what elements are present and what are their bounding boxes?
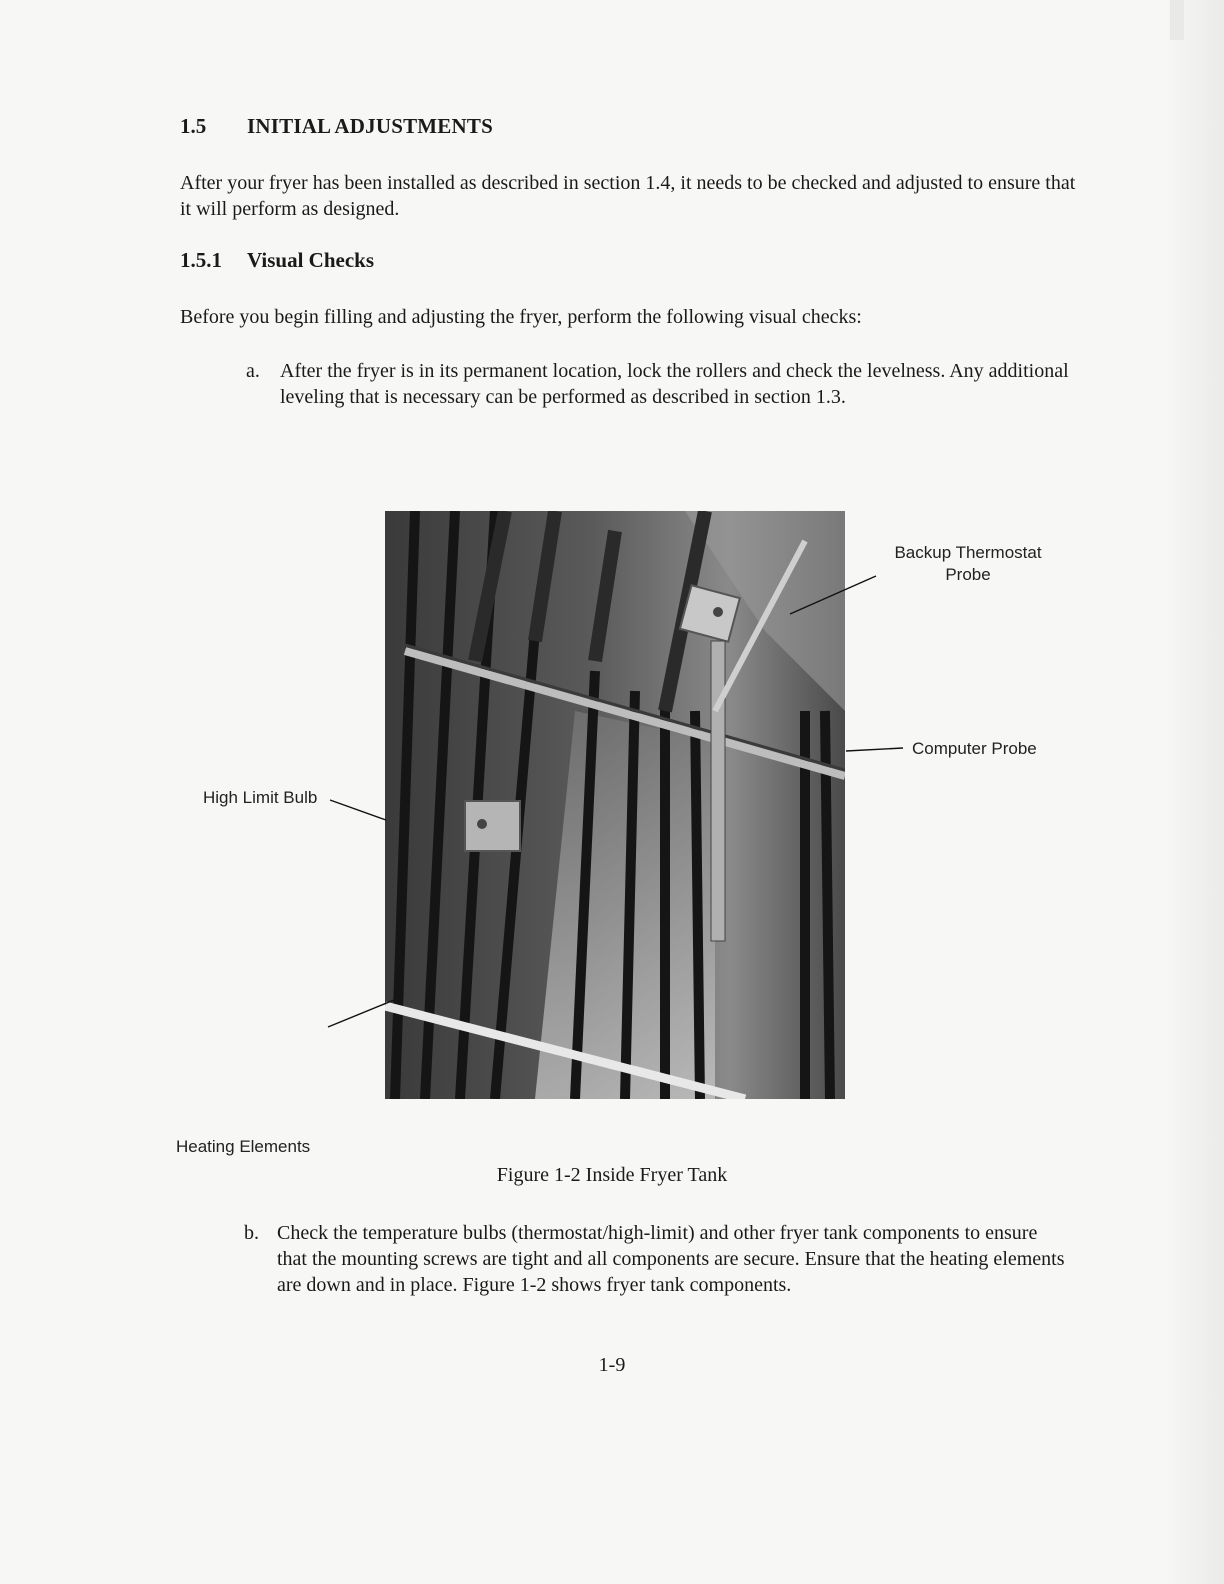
label-computer-probe: Computer Probe	[912, 739, 1037, 758]
high-limit-leader	[330, 800, 386, 820]
item-a-text: After the fryer is in its permanent location, lock the rollers and check the levelness. Any additional leveling that is necessary can be performed as described in section 1.3.	[280, 360, 1069, 408]
label-backup-line1: Backup Thermostat	[894, 543, 1042, 562]
high-limit-bracket	[465, 801, 520, 851]
lead-in-paragraph: Before you begin filling and adjusting the fryer, perform the following visual checks:	[180, 306, 862, 328]
page-edge-mark	[1170, 0, 1184, 40]
fryer-tank-photo	[385, 511, 845, 1099]
page-number: 1-9	[598, 1354, 626, 1376]
page-edge-shadow	[1164, 0, 1224, 1584]
subsection-number: 1.5.1	[180, 248, 222, 272]
label-backup-thermostat-probe	[870, 542, 1066, 586]
item-a-letter: a.	[246, 360, 260, 382]
thermostat-screw	[713, 607, 723, 617]
bracket-screw	[477, 819, 487, 829]
intro-paragraph: After your fryer has been installed as described in section 1.4, it needs to be checked and adjusted to ensure that it will perform as designed.	[180, 172, 1076, 220]
label-backup-line2: Probe	[945, 565, 991, 584]
item-b-letter: b.	[244, 1222, 259, 1244]
label-high-limit-bulb: High Limit Bulb	[203, 788, 318, 807]
subsection-title: Visual Checks	[247, 248, 374, 272]
section-number: 1.5	[180, 114, 207, 138]
computer-leader	[846, 748, 903, 751]
item-b-text: Check the temperature bulbs (thermostat/high-limit) and other fryer tank components to ensure that the mounting screws are tight and all components are secure. Ensure that the heating elements are down and in place. Figure 1-2 shows fryer tank components.	[277, 1222, 1065, 1296]
section-title: INITIAL ADJUSTMENTS	[247, 114, 493, 138]
label-heating-elements: Heating Elements	[176, 1137, 311, 1156]
computer-probe	[711, 641, 725, 941]
figure-caption: Figure 1-2 Inside Fryer Tank	[496, 1164, 728, 1186]
